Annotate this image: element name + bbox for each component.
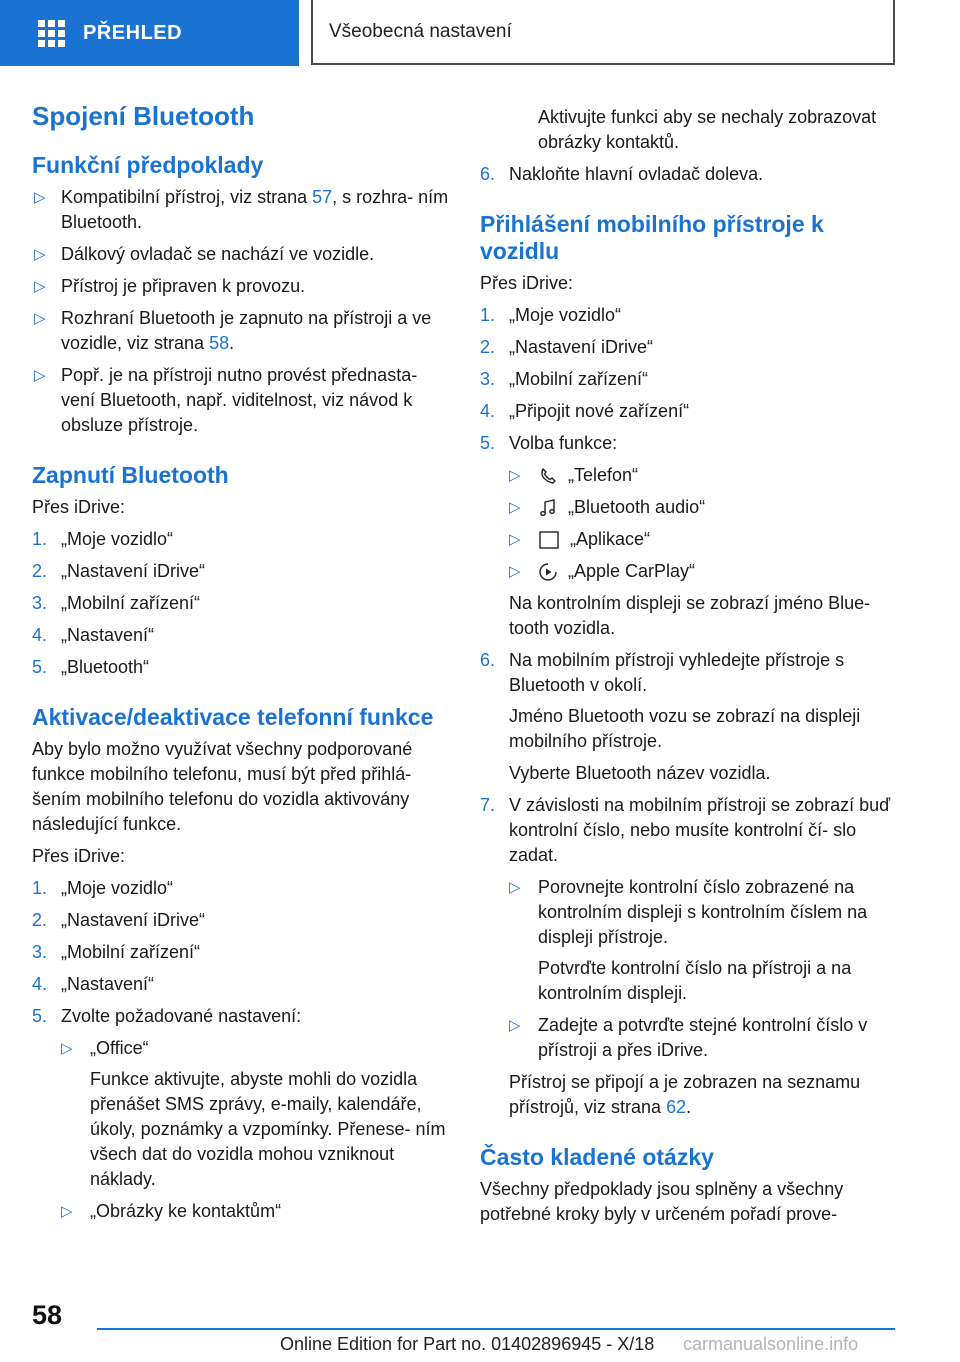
list-item: 5. „Bluetooth“ [32, 657, 150, 677]
list-item: ▷ Přístroj je připraven k provozu. [32, 274, 452, 299]
list-item: 7. V závislosti na mobilním přístroji se zobrazí buď kontrolní číslo, nebo musíte kontrolní čí‐ slo zadat. ▷ Porovnejte kontrolní číslo zobrazené na kontrolním displeji s kontrolním číslem na displeji přístroje. Potvrďte kontrolní číslo na přístroji a na kontrolním displeji. ▷ Zadejte a potvrďte stejné kontrolní číslo v přístroji a přes iDrive. Přístroj se připojí a je zobrazen na seznamu přístrojů, viz strana 62. [480, 793, 900, 1120]
triangle-bullet-icon: ▷ [61, 1040, 73, 1057]
overview-label: PŘEHLED [83, 21, 183, 44]
triangle-bullet-icon: ▷ [34, 278, 46, 295]
triangle-bullet-icon: ▷ [509, 879, 521, 896]
footer-divider [97, 1328, 895, 1330]
list-item: ▷ „Obrázky ke kontaktům“ [61, 1199, 452, 1224]
list-item: ▷ „Telefon“ [509, 463, 900, 488]
triangle-bullet-icon: ▷ [509, 531, 521, 548]
page-link[interactable]: 62 [666, 1097, 687, 1117]
music-note-icon [538, 498, 558, 518]
triangle-bullet-icon: ▷ [509, 467, 521, 484]
triangle-bullet-icon: ▷ [34, 310, 46, 327]
prereq-section [32, 152, 452, 438]
faq-para: Všechny předpoklady jsou splněny a všechny potřebné kroky byly v určeném pořadí prove‐ [480, 1179, 844, 1224]
main-title: Spojení Bluetooth [32, 101, 255, 131]
list-item: 1. „Moje vozidlo“ [32, 878, 174, 898]
page-number: 58 [32, 1300, 63, 1330]
triangle-bullet-icon: ▷ [34, 367, 46, 384]
enable-title: Zapnutí Bluetooth [32, 462, 229, 488]
enable-steps [32, 527, 452, 680]
section-title-tab[interactable] [311, 0, 895, 65]
left-column [32, 100, 452, 1231]
list-item: 6. Na mobilním přístroji vyhledejte přístroje s Bluetooth v okolí. Jméno Bluetooth vozu se zobrazí na displeji mobilního přístroje. Vyberte Bluetooth název vozidla. [480, 648, 900, 786]
list-item: ▷ „Aplikace“ [509, 527, 900, 552]
page-link[interactable]: 57 [312, 187, 333, 207]
carplay-play-icon [538, 562, 558, 582]
list-item: 3. „Mobilní zařízení“ [32, 942, 201, 962]
list-item: ▷ „Apple CarPlay“ [509, 559, 900, 584]
register-intro: Přes iDrive: [480, 273, 574, 293]
activation-title: Aktivace/deaktivace telefonní funkce [32, 704, 434, 730]
list-item: ▷ „Bluetooth audio“ [509, 495, 900, 520]
enable-section [32, 462, 452, 680]
activation-para: Aby bylo možno využívat všechny podporované funkce mobilního telefonu, musí být před přihlá‐ šením mobilního telefonu do vozidla aktivovány následující funkce. [32, 739, 413, 834]
list-item: 2. „Nastavení iDrive“ [32, 910, 206, 930]
right-column [480, 105, 900, 1234]
register-section [480, 211, 900, 1120]
list-item: 4. „Nastavení“ [32, 974, 155, 994]
list-item: 3. „Mobilní zařízení“ [32, 593, 201, 613]
step5-note: Na kontrolním displeji se zobrazí jméno Blue‐ tooth vozidla. [509, 593, 871, 638]
activation-steps-cont [480, 162, 900, 187]
list-item: 5. Volba funkce: ▷ „Telefon“ ▷ „Bluetooth audio“ ▷ „Aplikace“ ▷ „Apple CarPlay“ Na kontrolním displeji se zobrazí jméno Blue‐ tooth vozidla. [480, 431, 900, 641]
step6-note-2: Vyberte Bluetooth název vozidla. [509, 763, 771, 783]
faq-title: Často kladené otázky [480, 1144, 714, 1170]
list-item: 1. „Moje vozidlo“ [32, 529, 174, 549]
triangle-bullet-icon: ▷ [61, 1203, 73, 1220]
triangle-bullet-icon: ▷ [509, 1017, 521, 1034]
register-title: Přihlášení mobilního přístroje k vozidlu [480, 211, 824, 264]
function-list [509, 463, 900, 584]
settings-sublist [61, 1036, 452, 1224]
list-item: 4. „Připojit nové zařízení“ [480, 401, 690, 421]
activation-section [32, 704, 452, 1224]
list-item: 3. „Mobilní zařízení“ [480, 369, 649, 389]
list-item: ▷ Dálkový ovladač se nachází ve vozidle. [32, 242, 452, 267]
grid-menu-icon [38, 20, 65, 47]
apps-square-icon [538, 530, 560, 550]
faq-section [480, 1144, 900, 1227]
prereq-title: Funkční předpoklady [32, 152, 264, 178]
prereq-list [32, 185, 452, 438]
list-item: 2. „Nastavení iDrive“ [32, 561, 206, 581]
list-item: 6. Nakloňte hlavní ovladač doleva. [480, 164, 764, 184]
photos-desc: Aktivujte funkci aby se nechaly zobrazovat obrázky kontaktů. [538, 107, 877, 152]
list-item: 4. „Nastavení“ [32, 625, 155, 645]
list-item: ▷ „Office“ Funkce aktivujte, abyste mohli do vozidla přenášet SMS zprávy, e-maily, kalendáře, úkoly, poznámky a vzpomínky. Přenese‐ ním všech dat do vozidla mohou vzniknout náklady. [61, 1036, 452, 1192]
enable-intro: Přes iDrive: [32, 497, 126, 517]
phone-icon [538, 466, 558, 486]
list-item: ▷ Porovnejte kontrolní číslo zobrazené na kontrolním displeji s kontrolním číslem na displeji přístroje. Potvrďte kontrolní číslo na přístroji a na kontrolním displeji. [509, 875, 900, 1006]
step7-note: Přístroj se připojí a je zobrazen na seznamu přístrojů, viz strana 62. [509, 1072, 861, 1117]
office-desc: Funkce aktivujte, abyste mohli do vozidla přenášet SMS zprávy, e-maily, kalendáře, úkoly, poznámky a vzpomínky. Přenese‐ ním všech dat do vozidla mohou vzniknout náklady. [90, 1069, 446, 1189]
triangle-bullet-icon: ▷ [34, 246, 46, 263]
overview-tab[interactable] [0, 0, 299, 66]
page-link[interactable]: 58 [209, 333, 230, 353]
watermark: carmanualsonline.info [683, 1334, 859, 1354]
list-item: ▷ Popř. je na přístroji nutno provést přednasta‐ vení Bluetooth, např. viditelnost, viz návod k obsluze přístroje. [34, 365, 418, 435]
section-title: Všeobecná nastavení [329, 20, 512, 42]
triangle-bullet-icon: ▷ [34, 189, 46, 206]
step6-note-1: Jméno Bluetooth vozu se zobrazí na displeji mobilního přístroje. [509, 706, 861, 751]
triangle-bullet-icon: ▷ [509, 563, 521, 580]
list-item: ▷ Zadejte a potvrďte stejné kontrolní číslo v přístroji a přes iDrive. [509, 1015, 868, 1060]
activation-steps [32, 876, 452, 1224]
confirm-note: Potvrďte kontrolní číslo na přístroji a na kontrolním displeji. [538, 958, 852, 1003]
list-item: ▷ Kompatibilní přístroj, viz strana 57, s rozhra‐ ním Bluetooth. [34, 187, 449, 232]
list-item: 1. „Moje vozidlo“ [480, 305, 622, 325]
footer-edition: Online Edition for Part no. 01402896945 - X/18 [280, 1334, 655, 1354]
register-steps [480, 303, 900, 1120]
list-item: 5. Zvolte požadované nastavení: ▷ „Office“ Funkce aktivujte, abyste mohli do vozidla přenášet SMS zprávy, e-maily, kalendáře, úkoly, poznámky a vzpomínky. Přenese‐ ním všech dat do vozidla mohou vzniknout náklady. ▷ „Obrázky ke kontaktům“ [32, 1004, 452, 1224]
code-sublist [509, 875, 900, 1063]
activation-intro: Přes iDrive: [32, 846, 126, 866]
list-item: 2. „Nastavení iDrive“ [480, 337, 654, 357]
triangle-bullet-icon: ▷ [509, 499, 521, 516]
list-item: ▷ Rozhraní Bluetooth je zapnuto na přístroji a ve vozidle, viz strana 58. [34, 308, 432, 353]
